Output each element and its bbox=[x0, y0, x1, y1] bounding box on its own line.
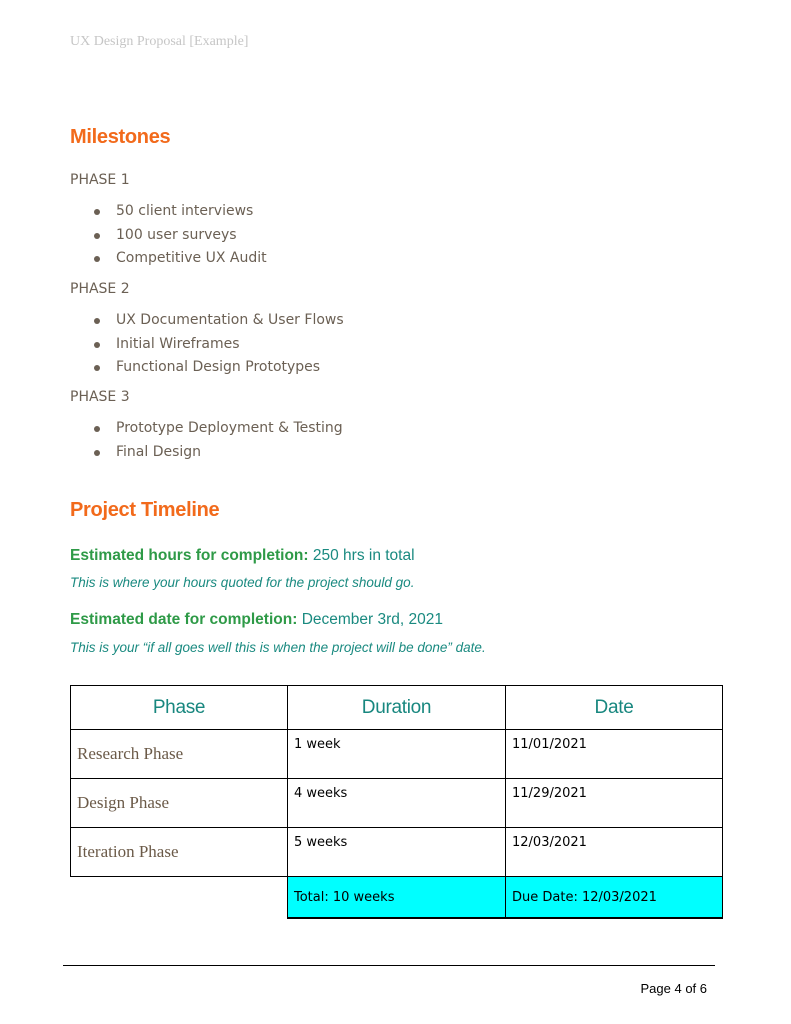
phase-1-list bbox=[0, 200, 267, 271]
estimated-date-value: December 3rd, 2021 bbox=[301, 611, 443, 628]
list-item: Initial Wireframes bbox=[0, 333, 344, 357]
estimated-date-label: Estimated date for completion: bbox=[70, 611, 298, 628]
estimated-hours-label: Estimated hours for completion: bbox=[70, 547, 309, 564]
column-header-duration: Duration bbox=[288, 686, 506, 730]
empty-cell bbox=[71, 877, 288, 919]
column-header-date: Date bbox=[506, 686, 723, 730]
milestones-heading: Milestones bbox=[70, 126, 171, 148]
estimated-hours-note: This is where your hours quoted for the project should go. bbox=[70, 575, 415, 590]
date-cell: 12/03/2021 bbox=[506, 828, 723, 877]
table-header-row bbox=[71, 686, 723, 730]
list-item: UX Documentation & User Flows bbox=[0, 309, 344, 333]
date-cell: 11/01/2021 bbox=[506, 730, 723, 779]
estimated-hours-value: 250 hrs in total bbox=[312, 547, 415, 564]
list-item: Functional Design Prototypes bbox=[0, 356, 344, 380]
phase-cell: Design Phase bbox=[71, 779, 288, 828]
list-item: Prototype Deployment & Testing bbox=[0, 417, 343, 441]
table-row bbox=[71, 828, 723, 877]
duration-cell: 5 weeks bbox=[288, 828, 506, 877]
estimated-date-note: This is your “if all goes well this is when the project will be done” date. bbox=[70, 640, 486, 655]
phase-2-label: PHASE 2 bbox=[70, 281, 130, 297]
list-item: Competitive UX Audit bbox=[0, 247, 267, 271]
phase-2-list bbox=[0, 309, 344, 380]
total-duration-cell: Total: 10 weeks bbox=[288, 877, 506, 919]
table-row bbox=[71, 730, 723, 779]
column-header-phase: Phase bbox=[71, 686, 288, 730]
phase-1-label: PHASE 1 bbox=[70, 172, 130, 188]
footer-divider bbox=[63, 965, 715, 966]
table-row bbox=[71, 779, 723, 828]
table-total-row bbox=[71, 877, 723, 919]
estimated-hours-line bbox=[70, 547, 415, 565]
project-timeline-heading: Project Timeline bbox=[70, 499, 220, 521]
phase-cell: Iteration Phase bbox=[71, 828, 288, 877]
date-cell: 11/29/2021 bbox=[506, 779, 723, 828]
phase-3-list bbox=[0, 417, 343, 464]
document-header-title: UX Design Proposal [Example] bbox=[70, 34, 249, 49]
list-item: Final Design bbox=[0, 441, 343, 465]
estimated-date-line bbox=[70, 611, 443, 629]
duration-cell: 1 week bbox=[288, 730, 506, 779]
page-number: Page 4 of 6 bbox=[640, 981, 707, 996]
timeline-table bbox=[70, 685, 723, 919]
list-item: 100 user surveys bbox=[0, 224, 267, 248]
phase-3-label: PHASE 3 bbox=[70, 389, 130, 405]
due-date-cell: Due Date: 12/03/2021 bbox=[506, 877, 723, 919]
duration-cell: 4 weeks bbox=[288, 779, 506, 828]
phase-cell: Research Phase bbox=[71, 730, 288, 779]
list-item: 50 client interviews bbox=[0, 200, 267, 224]
